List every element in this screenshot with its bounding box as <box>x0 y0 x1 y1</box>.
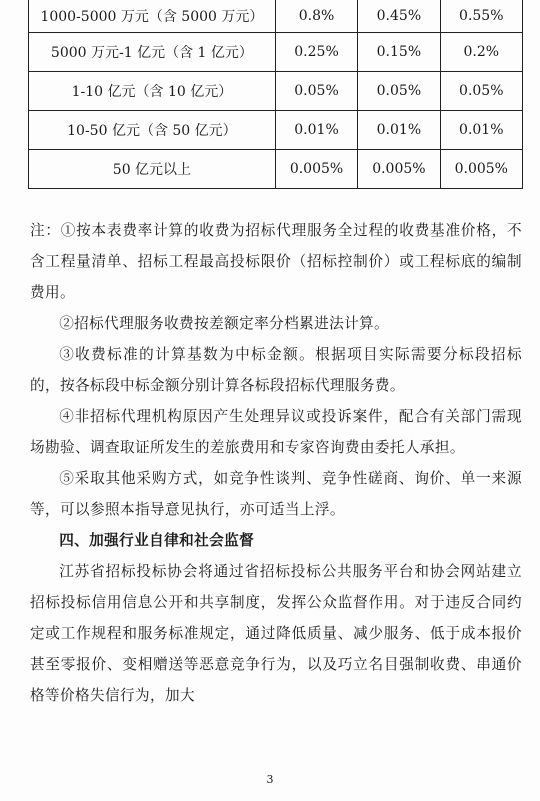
amount-range-cell: 5000 万元-1 亿元（含 1 亿元） <box>29 33 276 72</box>
notes-block <box>30 215 522 711</box>
rate-cell: 0.05% <box>358 72 440 111</box>
page-number: 3 <box>266 773 274 786</box>
rate-cell: 0.01% <box>358 111 440 150</box>
rate-cell: 0.05% <box>440 72 522 111</box>
rate-cell: 0.15% <box>358 33 440 72</box>
rate-cell: 0.2% <box>440 33 522 72</box>
rate-cell: 0.005% <box>440 150 522 189</box>
note-1: 注：①按本表费率计算的收费为招标代理服务全过程的收费基准价格，不含工程量清单、招标工程最高投标限价（招标控制价）或工程标底的编制费用。 <box>30 222 522 301</box>
rate-cell: 0.005% <box>358 150 440 189</box>
table-row <box>29 111 523 150</box>
note-3: ③收费标准的计算基数为中标金额。根据项目实际需要分标段招标的，按各标段中标金额分别计算各标段招标代理服务费。 <box>30 346 522 394</box>
amount-range-cell: 10-50 亿元（含 50 亿元） <box>29 111 276 150</box>
amount-range-cell: 1000-5000 万元（含 5000 万元） <box>29 0 276 33</box>
amount-range-cell: 1-10 亿元（含 10 亿元） <box>29 72 276 111</box>
table-row <box>29 72 523 111</box>
note-5: ⑤采取其他采购方式，如竞争性谈判、竞争性磋商、询价、单一来源等，可以参照本指导意见执行，亦可适当上浮。 <box>30 470 522 518</box>
rate-cell: 0.01% <box>275 111 357 150</box>
rate-cell: 0.55% <box>440 0 522 33</box>
note-4: ④非招标代理机构原因产生处理异议或投诉案件，配合有关部门需现场勘验、调查取证所发生的差旅费用和专家咨询费由委托人承担。 <box>30 408 522 456</box>
section-heading: 四、加强行业自律和社会监督 <box>59 532 255 549</box>
rate-cell: 0.05% <box>275 72 357 111</box>
rate-cell: 0.25% <box>275 33 357 72</box>
note-2: ②招标代理服务收费按差额定率分档累进法计算。 <box>59 315 390 332</box>
amount-range-cell: 50 亿元以上 <box>29 150 276 189</box>
table-row <box>29 33 523 72</box>
rate-cell: 0.005% <box>275 150 357 189</box>
table-row <box>29 150 523 189</box>
rate-cell: 0.45% <box>358 0 440 33</box>
rate-cell: 0.8% <box>275 0 357 33</box>
fee-rate-table <box>28 0 523 189</box>
section-paragraph: 江苏省招标投标协会将通过省招标投标公共服务平台和协会网站建立招标投标信用信息公开和共享制度，发挥公众监督作用。对于违反合同约定或工作规程和服务标准规定，通过降低质量、减少服务、低于成本报价甚至零报价、变相赠送等恶意竞争行为，以及巧立名目强制收费、串通价格等价格失信行为，加大 <box>30 563 522 704</box>
rate-cell: 0.01% <box>440 111 522 150</box>
table-row <box>29 0 523 33</box>
